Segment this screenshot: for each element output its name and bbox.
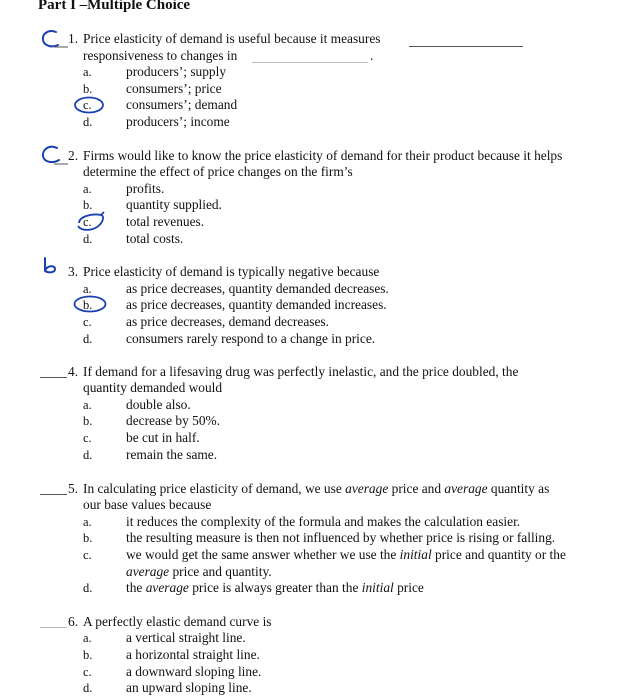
option-text[interactable]: a downward sloping line. xyxy=(126,664,262,679)
option-text[interactable]: as price decreases, quantity demanded increases. xyxy=(126,297,387,312)
question-stem: If demand for a lifesaving drug was perfectly inelastic, and the price doubled, the xyxy=(83,364,519,379)
option-letter: c. xyxy=(83,431,92,445)
question-stem: responsiveness to changes in xyxy=(83,48,238,63)
option-text[interactable]: the average price is always greater than the initial price xyxy=(126,580,424,595)
question-stem: Price elasticity of demand is useful because it measures xyxy=(83,31,381,46)
option-text[interactable]: a vertical straight line. xyxy=(126,630,246,645)
option-letter: a. xyxy=(83,282,92,296)
option-text[interactable]: an upward sloping line. xyxy=(126,680,252,695)
answer-mark-c xyxy=(40,28,70,50)
option-letter: a. xyxy=(83,65,92,79)
answer-mark-c xyxy=(40,143,70,167)
question-number: 1. xyxy=(68,31,79,46)
option-letter: a. xyxy=(83,182,92,196)
option-text[interactable]: consumers’; price xyxy=(126,81,222,96)
option-letter: a. xyxy=(83,515,92,529)
option-text[interactable]: total revenues. xyxy=(126,214,205,229)
option-text[interactable]: decrease by 50%. xyxy=(126,413,221,428)
option-letter: b. xyxy=(83,414,93,428)
question-number: 6. xyxy=(68,614,79,629)
question-stem: determine the effect of price changes on the firm’s xyxy=(83,164,353,179)
question-stem: In calculating price elasticity of demand, we use average price and average quantity as xyxy=(83,481,550,496)
option-text[interactable]: consumers rarely respond to a change in price. xyxy=(126,331,376,346)
option-text[interactable]: producers’; income xyxy=(126,114,230,129)
option-text[interactable]: a horizontal straight line. xyxy=(126,647,260,662)
option-text[interactable]: profits. xyxy=(126,181,165,196)
option-text[interactable]: as price decreases, demand decreases. xyxy=(126,314,329,329)
option-letter: b. xyxy=(83,648,93,662)
option-letter: a. xyxy=(83,631,92,645)
circled-answer-mark xyxy=(73,95,105,115)
option-letter: c. xyxy=(83,215,92,229)
option-letter: a. xyxy=(83,398,92,412)
option-text[interactable]: producers’; supply xyxy=(126,64,227,79)
option-text[interactable]: as price decreases, quantity demanded decreases. xyxy=(126,281,389,296)
option-letter: d. xyxy=(83,681,93,695)
answer-blank[interactable] xyxy=(40,377,67,378)
option-letter: d. xyxy=(83,581,93,595)
question-stem: Firms would like to know the price elasticity of demand for their product because it helps xyxy=(83,148,563,163)
question-number: 5. xyxy=(68,481,79,496)
option-letter: d. xyxy=(83,232,93,246)
option-letter: b. xyxy=(83,531,93,545)
option-letter: b. xyxy=(83,198,93,212)
question-number: 4. xyxy=(68,364,79,379)
option-letter: d. xyxy=(83,448,93,462)
option-text[interactable]: it reduces the complexity of the formula and makes the calculation easier. xyxy=(126,514,521,529)
option-text[interactable]: be cut in half. xyxy=(126,430,200,445)
option-text[interactable]: the resulting measure is then not influenced by whether price is rising or falling. xyxy=(126,530,556,545)
answer-mark-b xyxy=(40,256,60,276)
option-text[interactable]: we would get the same answer whether we use the initial price and quantity or the xyxy=(126,547,566,562)
answer-blank[interactable] xyxy=(40,627,67,628)
option-letter: d. xyxy=(83,332,93,346)
option-letter: b. xyxy=(83,82,93,96)
answer-blank[interactable] xyxy=(252,62,368,63)
option-letter: c. xyxy=(83,548,92,562)
option-letter: d. xyxy=(83,115,93,129)
question-stem: Price elasticity of demand is typically negative because xyxy=(83,264,380,279)
option-letter: c. xyxy=(83,665,92,679)
answer-blank[interactable] xyxy=(40,494,67,495)
option-text[interactable]: total costs. xyxy=(126,231,184,246)
stem-suffix: . xyxy=(370,48,374,63)
question-stem: A perfectly elastic demand curve is xyxy=(83,614,272,629)
option-text[interactable]: remain the same. xyxy=(126,447,218,462)
question-stem: quantity demanded would xyxy=(83,380,223,395)
question-stem: our base values because xyxy=(83,497,212,512)
option-text[interactable]: quantity supplied. xyxy=(126,197,222,212)
option-text[interactable]: consumers’; demand xyxy=(126,97,238,112)
option-text-continued[interactable]: average price and quantity. xyxy=(126,564,272,579)
option-letter: b. xyxy=(83,298,93,312)
question-number: 2. xyxy=(68,148,79,163)
answer-blank[interactable] xyxy=(409,46,523,47)
page-title: Part I –Multiple Choice xyxy=(38,0,191,13)
question-number: 3. xyxy=(68,264,79,279)
option-letter: c. xyxy=(83,315,92,329)
option-text[interactable]: double also. xyxy=(126,397,191,412)
option-letter: c. xyxy=(83,98,92,112)
